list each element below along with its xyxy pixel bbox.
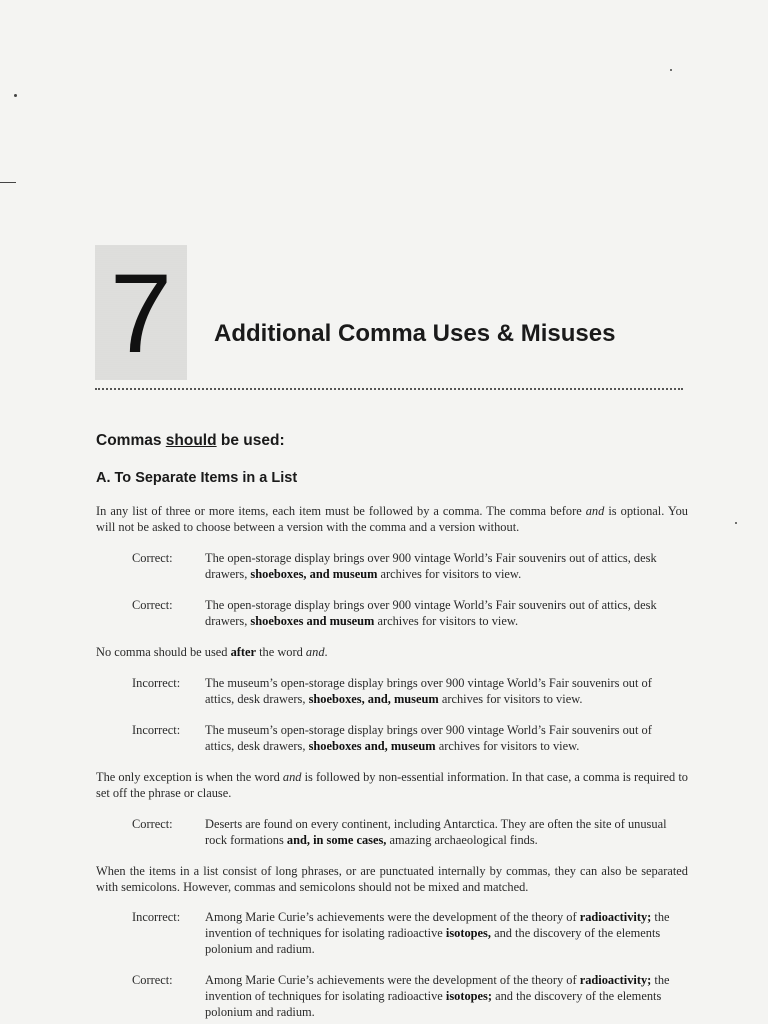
example-label: Incorrect: — [132, 676, 181, 690]
example-label: Incorrect: — [132, 910, 181, 924]
subsection-heading: A. To Separate Items in a List — [96, 470, 298, 486]
example-text: The open-storage display brings over 900 vintage World’s Fair souvenirs out of attics, desk drawers, shoeboxes and museum archives for visitors to view. — [205, 598, 657, 628]
example-label: Correct: — [132, 598, 173, 612]
section-heading: Commas should be used: — [96, 432, 285, 449]
scan-speck — [670, 69, 672, 71]
example-text: Among Marie Curie’s achievements were the development of the theory of radioactivity; the invention of techniques for isolating radioactive isotopes, and the discovery of the elements polonium and radium. — [205, 910, 670, 956]
example-label: Correct: — [132, 551, 173, 565]
scan-speck — [735, 522, 737, 524]
example-text: Among Marie Curie’s achievements were the development of the theory of radioactivity; the invention of techniques for isolating radioactive isotopes; and the discovery of the elements polonium and radium. — [205, 973, 670, 1019]
chapter-number: 7 — [109, 251, 173, 376]
chapter-title: Additional Comma Uses & Misuses — [214, 320, 616, 347]
scan-mark — [0, 182, 16, 183]
scan-speck — [14, 94, 17, 97]
example-text: The museum’s open-storage display brings over 900 vintage World’s Fair souvenirs out of attics, desk drawers, shoeboxes and, museum archives for visitors to view. — [205, 723, 652, 753]
no-comma-paragraph: No comma should be used after the word and. — [96, 645, 328, 659]
example-text: Deserts are found on every continent, including Antarctica. They are often the site of unusual rock formations and, in some cases, amazing archaeological finds. — [205, 817, 667, 847]
semicolon-paragraph: When the items in a list consist of long phrases, or are punctuated internally by commas, they can also be separated with semicolons. However, commas and semicolons should not be mixed and matched. — [96, 864, 688, 894]
emphasis-should: should — [165, 432, 217, 449]
intro-paragraph: In any list of three or more items, each item must be followed by a comma. The comma before and is optional. You will not be asked to choose between a version with the comma and a version without. — [96, 504, 688, 534]
example-label: Correct: — [132, 973, 173, 987]
exception-paragraph: The only exception is when the word and is followed by non-essential information. In that case, a comma is required to set off the phrase or clause. — [96, 770, 688, 800]
example-label: Incorrect: — [132, 723, 181, 737]
dotted-divider — [95, 388, 683, 390]
example-text: The museum’s open-storage display brings over 900 vintage World’s Fair souvenirs out of attics, desk drawers, shoeboxes, and, museum archives for visitors to view. — [205, 676, 652, 706]
example-text: The open-storage display brings over 900 vintage World’s Fair souvenirs out of attics, desk drawers, shoeboxes, and museum archives for visitors to view. — [205, 551, 657, 581]
example-label: Correct: — [132, 817, 173, 831]
